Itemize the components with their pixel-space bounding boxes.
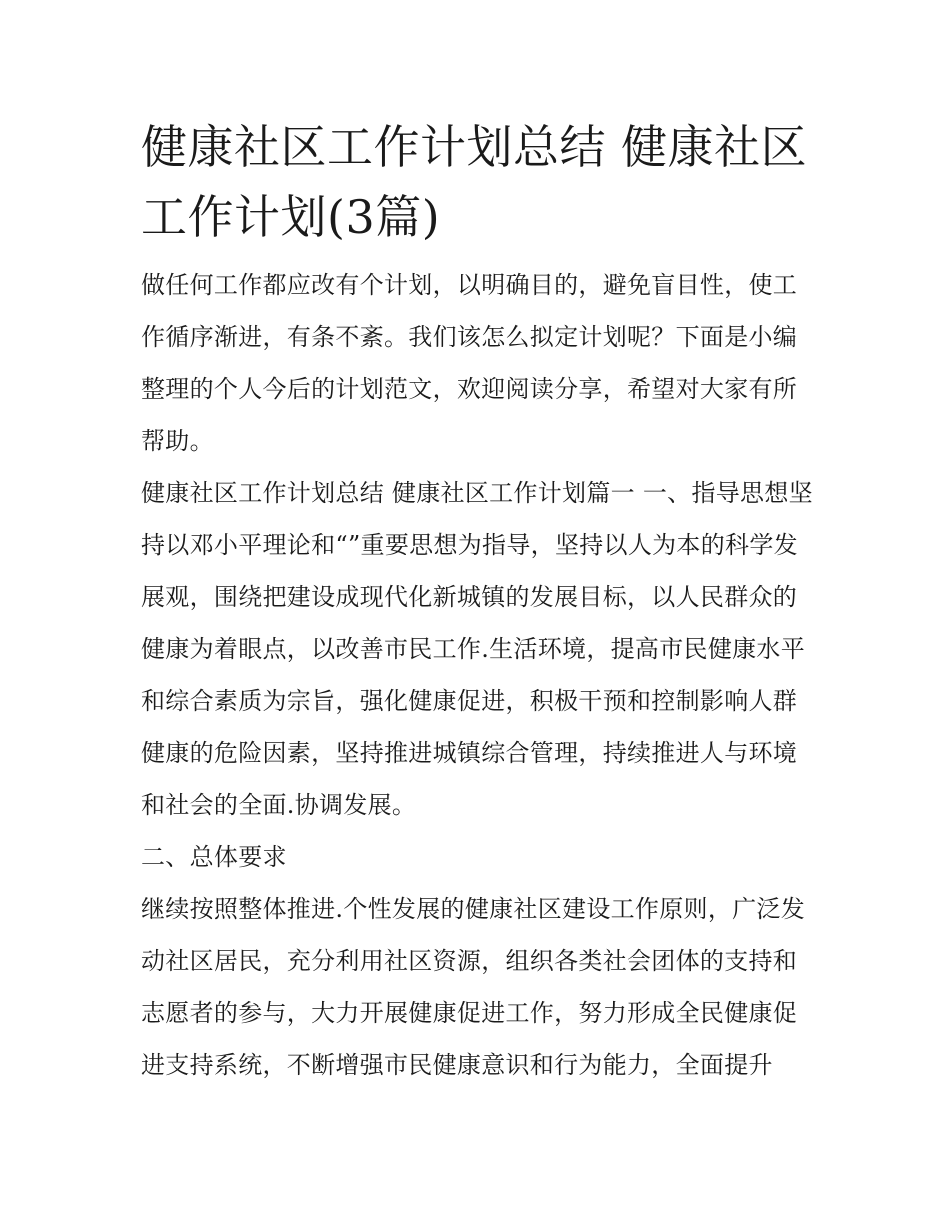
section-two-paragraph: 继续按照整体推进.个性发展的健康社区建设工作原则，广泛发动社区居民，充分利用社区资源，组织各类社会团体的支持和志愿者的参与，大力开展健康促进工作，努力形成全民健康促进支持系统，不断增强市民健康意识和行为能力，全面提升 [141, 895, 806, 1079]
document-body [141, 112, 817, 1091]
section-one-paragraph: 健康社区工作计划总结 健康社区工作计划篇一 一、指导思想坚持以邓小平理论和“”重要思想为指导，坚持以人为本的科学发展观，围绕把建设成现代化新城镇的发展目标，以人民群众的健康为着眼点，以改善市民工作.生活环境，提高市民健康水平和综合素质为宗旨，强化健康促进，积极干预和控制影响人群健康的危险因素，坚持推进城镇综合管理，持续推进人与环境和社会的全面.协调发展。 [141, 479, 813, 819]
section-two-heading: 二、总体要求 [141, 843, 287, 871]
document-title: 健康社区工作计划总结 健康社区工作计划(3篇) [141, 120, 808, 244]
intro-paragraph: 做任何工作都应改有个计划，以明确目的，避免盲目性，使工作循序渐进，有条不紊。我们该怎么拟定计划呢？下面是小编整理的个人今后的计划范文，欢迎阅读分享，希望对大家有所帮助。 [141, 271, 798, 455]
